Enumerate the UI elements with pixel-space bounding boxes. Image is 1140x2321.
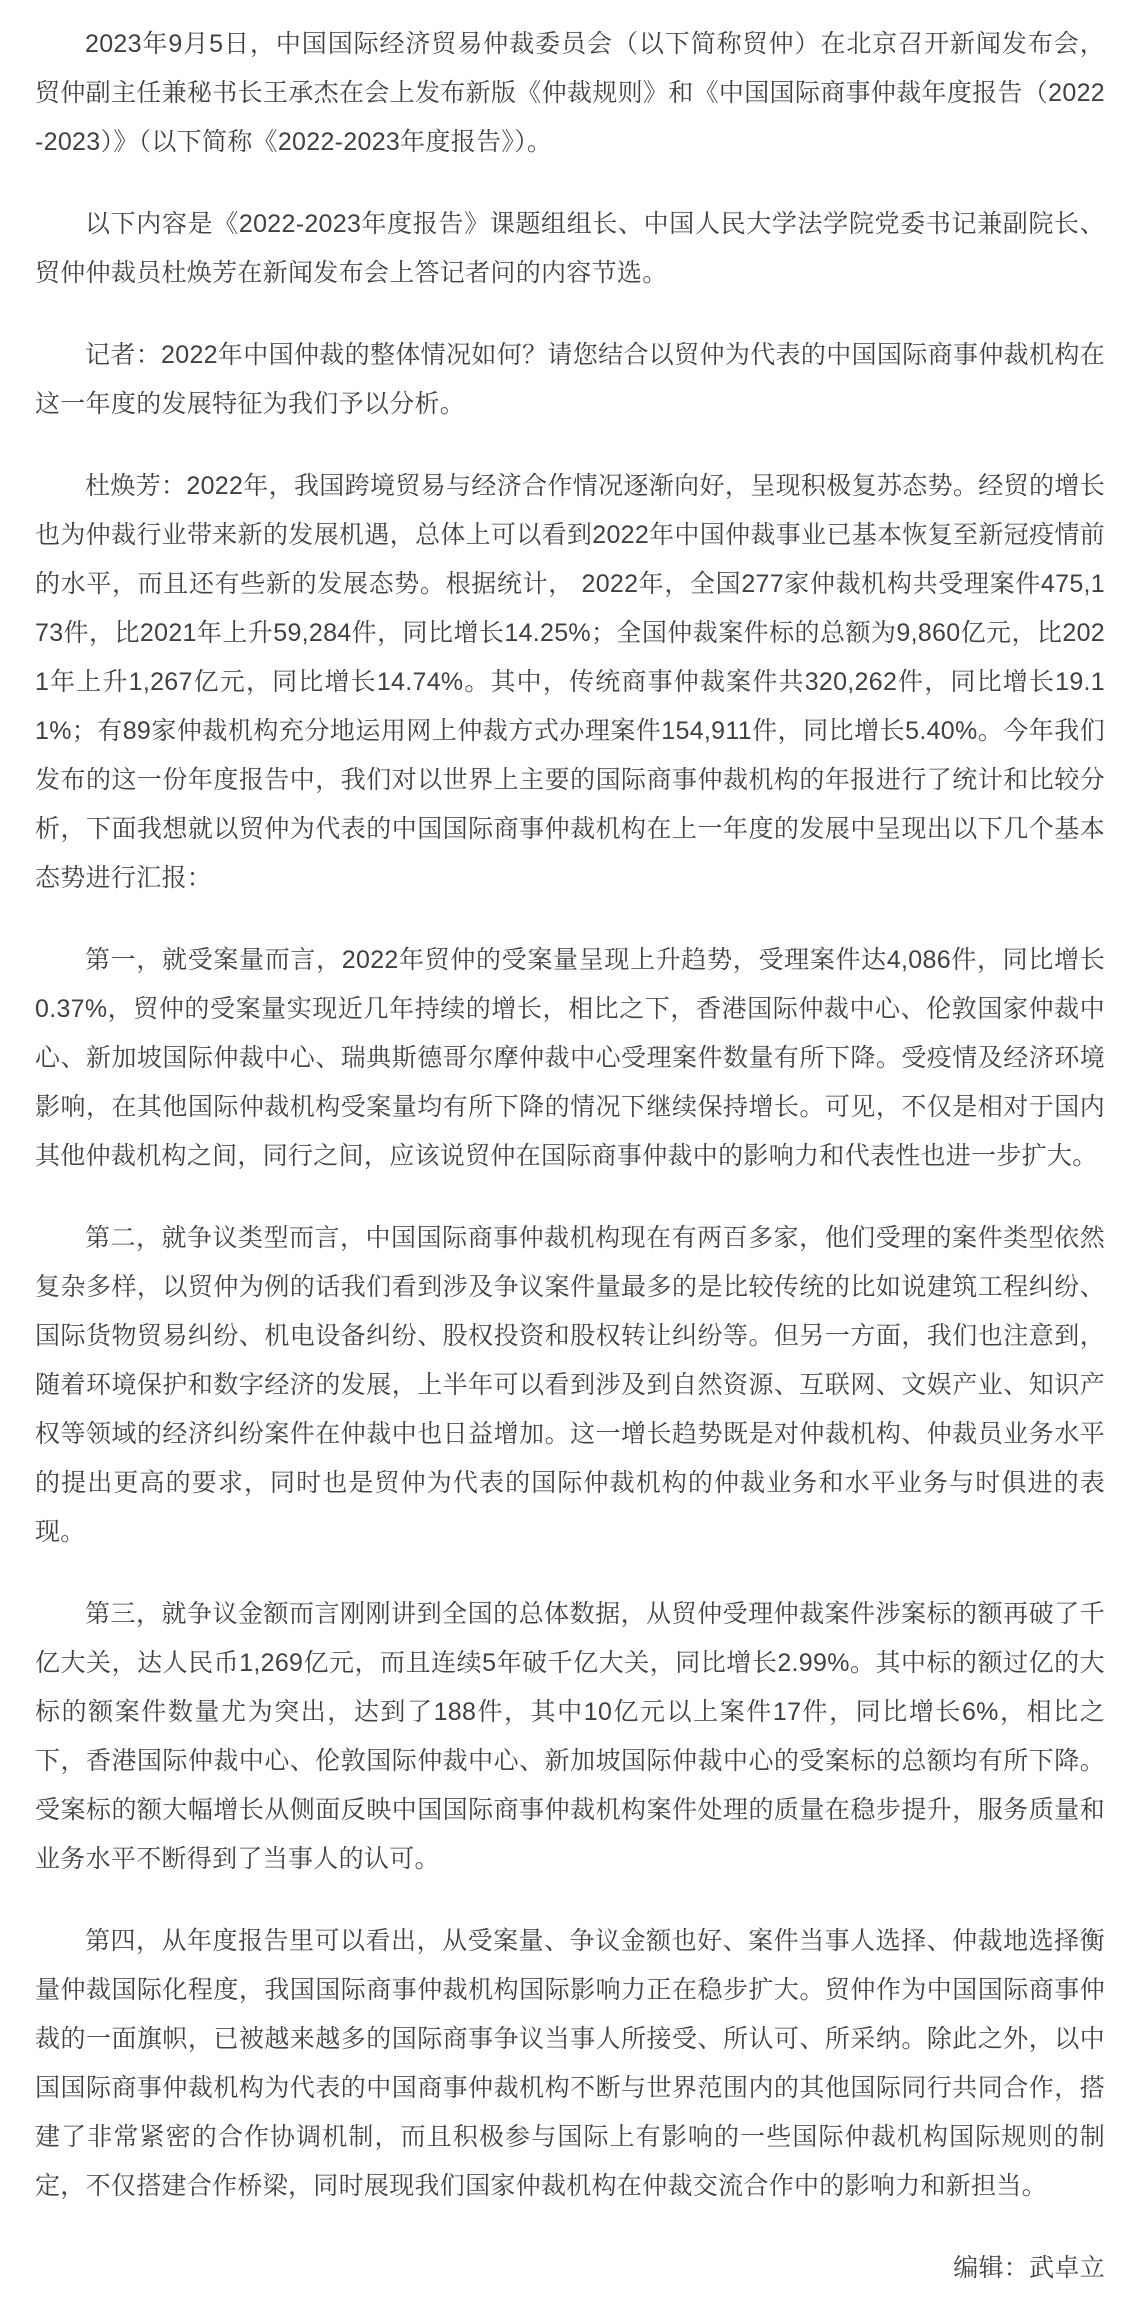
editor-credit: 编辑：武卓立 (953, 2254, 1105, 2282)
paragraph-point-1-caseload: 第一，就受案量而言，2022年贸仲的受案量呈现上升趋势，受理案件达4,086件，同比增长0.37%，贸仲的受案量实现近几年持续的增长，相比之下，香港国际仲裁中心、伦敦国家仲裁中心、新加坡国际仲裁中心、瑞典斯德哥尔摩仲裁中心受理案件数量有所下降。受疫情及经济环境影响，在其他国际仲裁机构受案量均有所下降的情况下继续保持增长。可见，不仅是相对于国内其他仲裁机构之间，同行之间，应该说贸仲在国际商事仲裁中的影响力和代表性也进一步扩大。 (35, 946, 1105, 1170)
paragraph-lede: 2023年9月5日，中国国际经济贸易仲裁委员会（以下简称贸仲）在北京召开新闻发布会，贸仲副主任兼秘书长王承杰在会上发布新版《仲裁规则》和《中国国际商事仲裁年度报告（2022-2023）》（以下简称《2022-2023年度报告》）。 (35, 30, 1105, 156)
paragraph-reporter-question: 记者：2022年中国仲裁的整体情况如何？请您结合以贸仲为代表的中国国际商事仲裁机构在这一年度的发展特征为我们予以分析。 (35, 341, 1105, 418)
paragraph-point-2-dispute-types: 第二，就争议类型而言，中国国际商事仲裁机构现在有两百多家，他们受理的案件类型依然复杂多样，以贸仲为例的话我们看到涉及争议案件量最多的是比较传统的比如说建筑工程纠纷、国际货物贸易纠纷、机电设备纠纷、股权投资和股权转让纠纷等。但另一方面，我们也注意到，随着环境保护和数字经济的发展，上半年可以看到涉及到自然资源、互联网、文娱产业、知识产权等领域的经济纠纷案件在仲裁中也日益增加。这一增长趋势既是对仲裁机构、仲裁员业务水平的提出更高的要求，同时也是贸仲为代表的国际仲裁机构的仲裁业务和水平业务与时俱进的表现。 (35, 1224, 1105, 1546)
paragraph-answer-overview: 杜焕芳：2022年，我国跨境贸易与经济合作情况逐渐向好，呈现积极复苏态势。经贸的增长也为仲裁行业带来新的发展机遇，总体上可以看到2022年中国仲裁事业已基本恢复至新冠疫情前的水平，而且还有些新的发展态势。根据统计， 2022年，全国277家仲裁机构共受理案件475,173件，比2021年上升59,284件，同比增长14.25%；全国仲裁案件标的总额为9,860亿元，比2021年上升1,267亿元，同比增长14.74%。其中，传统商事仲裁案件共320,262件，同比增长19.11%；有89家仲裁机构充分地运用网上仲裁方式办理案件154,911件，同比增长5.40%。今年我们发布的这一份年度报告中，我们对以世界上主要的国际商事仲裁机构的年报进行了统计和比较分析，下面我想就以贸仲为代表的中国国际商事仲裁机构在上一年度的发展中呈现出以下几个基本态势进行汇报： (35, 472, 1105, 892)
paragraph-source-note: 以下内容是《2022-2023年度报告》课题组组长、中国人民大学法学院党委书记兼副院长、贸仲仲裁员杜焕芳在新闻发布会上答记者问的内容节选。 (35, 210, 1105, 287)
paragraph-point-4-internationalization: 第四，从年度报告里可以看出，从受案量、争议金额也好、案件当事人选择、仲裁地选择衡量仲裁国际化程度，我国国际商事仲裁机构国际影响力正在稳步扩大。贸仲作为中国国际商事仲裁的一面旗帜，已被越来越多的国际商事争议当事人所接受、所认可、所采纳。除此之外，以中国国际商事仲裁机构为代表的中国商事仲裁机构不断与世界范围内的其他国际同行共同合作，搭建了非常紧密的合作协调机制，而且积极参与国际上有影响的一些国际仲裁机构国际规则的制定，不仅搭建合作桥梁，同时展现我们国家仲裁机构在仲裁交流合作中的影响力和新担当。 (35, 1927, 1105, 2200)
paragraph-point-3-dispute-amount: 第三，就争议金额而言刚刚讲到全国的总体数据，从贸仲受理仲裁案件涉案标的额再破了千亿大关，达人民币1,269亿元，而且连续5年破千亿大关，同比增长2.99%。其中标的额过亿的大标的额案件数量尤为突出，达到了188件，其中10亿元以上案件17件，同比增长6%，相比之下，香港国际仲裁中心、伦敦国际仲裁中心、新加坡国际仲裁中心的受案标的总额均有所下降。受案标的额大幅增长从侧面反映中国国际商事仲裁机构案件处理的质量在稳步提升，服务质量和业务水平不断得到了当事人的认可。 (35, 1600, 1105, 1873)
